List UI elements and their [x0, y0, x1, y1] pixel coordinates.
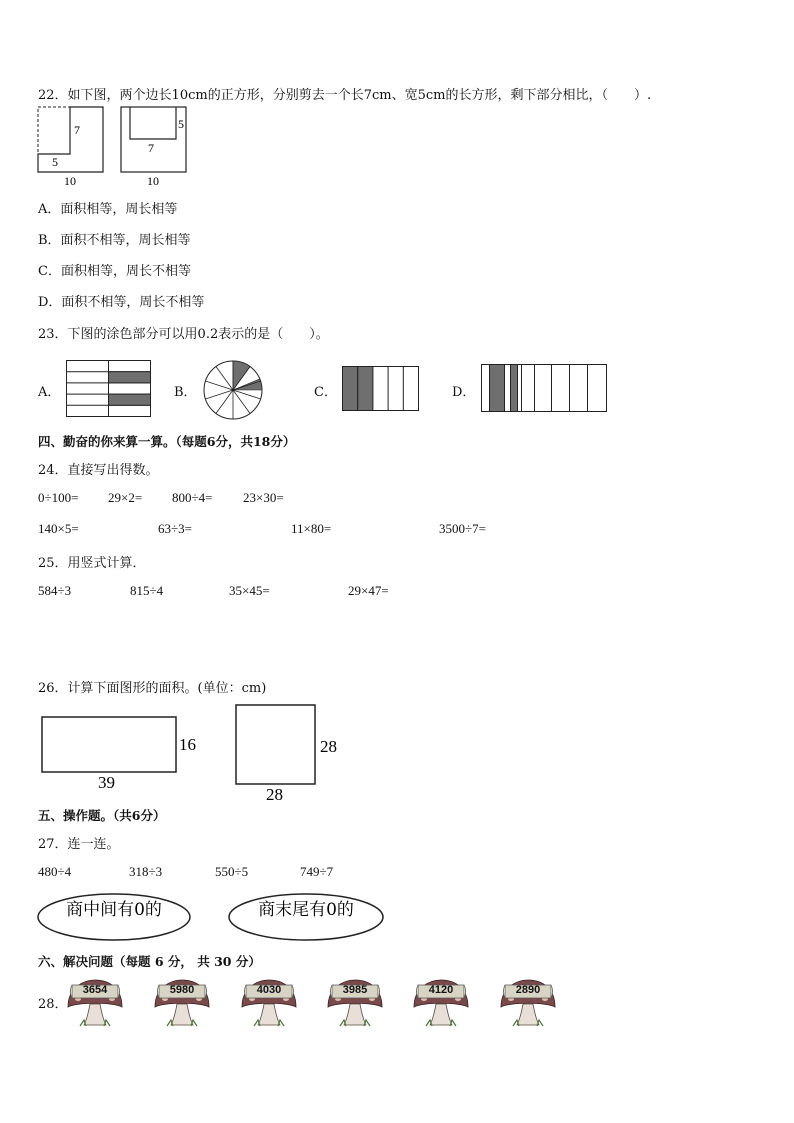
q22-option-b[interactable]: B．面积不相等，周长相等 — [38, 233, 191, 248]
q24-item: 11×80= — [291, 521, 332, 536]
q22-fig2-label-5: 5 — [178, 117, 184, 131]
q26-square — [236, 705, 315, 784]
q22-fig1-label-10: 10 — [64, 174, 76, 188]
q23-option-a-label[interactable]: A． — [38, 385, 61, 400]
q23-option-d-figure[interactable] — [481, 364, 608, 413]
q22-fig2-label-7: 7 — [148, 141, 154, 155]
mushroom-card — [497, 977, 559, 1029]
section-6-title: 六、解决问题（每题 6 分， 共 30 分） — [38, 954, 261, 969]
q27-item[interactable]: 550÷5 — [215, 864, 249, 879]
mushroom-card — [324, 977, 386, 1029]
q27-oval-end-zero-label: 商末尾有0的 — [258, 900, 354, 920]
section-5-title: 五、操作题。（共6分） — [38, 808, 166, 823]
q26-stem: 26．计算下面图形的面积。(单位：cm) — [38, 681, 267, 696]
q25-stem: 25．用竖式计算． — [38, 556, 146, 571]
q24-item: 63÷3= — [158, 521, 192, 536]
q24-stem: 24．直接写出得数。 — [38, 463, 159, 478]
q23-option-d-label[interactable]: D． — [452, 385, 476, 400]
q23-stem: 23．下图的涂色部分可以用0.2表示的是（ ）。 — [38, 327, 329, 342]
q25-item: 35×45= — [229, 583, 270, 598]
section-4-title: 四、勤奋的你来算一算。（每题6分，共18分） — [38, 434, 296, 449]
q24-item: 23×30= — [243, 490, 284, 505]
mushroom-number: 3985 — [342, 984, 368, 996]
q23-option-c-figure[interactable] — [342, 366, 420, 412]
q22-fig1-label-7: 7 — [74, 123, 80, 137]
q27-oval-middle-zero-label: 商中间有0的 — [66, 900, 162, 920]
q25-item: 29×47= — [348, 583, 389, 598]
q22-option-d[interactable]: D．面积不相等，周长不相等 — [38, 295, 205, 310]
q22-stem: 22．如下图，两个边长10cm的正方形，分别剪去一个长7cm、宽5cm的长方形，剩下部分相比，（ ）. — [38, 88, 652, 103]
mushroom-card — [64, 977, 126, 1029]
q26-rect-width: 16 — [179, 735, 196, 754]
q27-item[interactable]: 749÷7 — [300, 864, 334, 879]
q23-option-a-figure[interactable] — [66, 360, 152, 418]
q27-stem: 27．连一连。 — [38, 837, 120, 852]
q23-a-shaded-cell — [109, 394, 151, 405]
q22-fig1-label-5: 5 — [52, 155, 58, 169]
mushroom-number: 4030 — [256, 984, 282, 996]
q28-label: 28． — [38, 997, 68, 1012]
q24-item: 800÷4= — [172, 490, 213, 505]
q23-option-b-label[interactable]: B． — [174, 385, 197, 400]
q22-option-c[interactable]: C．面积相等，周长不相等 — [38, 264, 191, 279]
q26-figures — [40, 702, 350, 804]
q23-a-shaded-cell — [109, 372, 151, 383]
q27-item[interactable]: 318÷3 — [129, 864, 163, 879]
q26-rect-length: 39 — [98, 773, 115, 792]
mushroom-card — [238, 977, 300, 1029]
q22-figures — [36, 104, 236, 190]
q24-item: 3500÷7= — [439, 521, 486, 536]
q22-fig2-cut-rect — [130, 107, 176, 139]
q24-item: 29×2= — [108, 490, 143, 505]
q24-item: 140×5= — [38, 521, 79, 536]
q27-ovals — [36, 890, 388, 946]
q26-square-right: 28 — [320, 737, 337, 756]
mushroom-card — [151, 977, 213, 1029]
q26-square-bottom: 28 — [266, 785, 283, 804]
q23-option-b-figure[interactable] — [202, 359, 264, 421]
mushroom-card — [410, 977, 472, 1029]
q22-figure-2 — [121, 107, 186, 188]
q26-rectangle — [42, 717, 176, 772]
q22-option-a[interactable]: A．面积相等，周长相等 — [38, 202, 178, 217]
mushroom-number: 2890 — [515, 984, 541, 996]
q22-fig1-remaining-shape — [38, 107, 103, 172]
q25-item: 815÷4 — [130, 583, 164, 598]
mushroom-number: 5980 — [169, 984, 195, 996]
q25-item: 584÷3 — [38, 583, 72, 598]
q27-item[interactable]: 480÷4 — [38, 864, 72, 879]
mushroom-number: 3654 — [82, 984, 108, 996]
q22-fig2-label-10: 10 — [147, 174, 159, 188]
q22-figure-1 — [38, 107, 103, 188]
mushroom-number: 4120 — [428, 984, 454, 996]
q24-item: 0÷100= — [38, 490, 79, 505]
q23-option-c-label[interactable]: C． — [314, 385, 337, 400]
